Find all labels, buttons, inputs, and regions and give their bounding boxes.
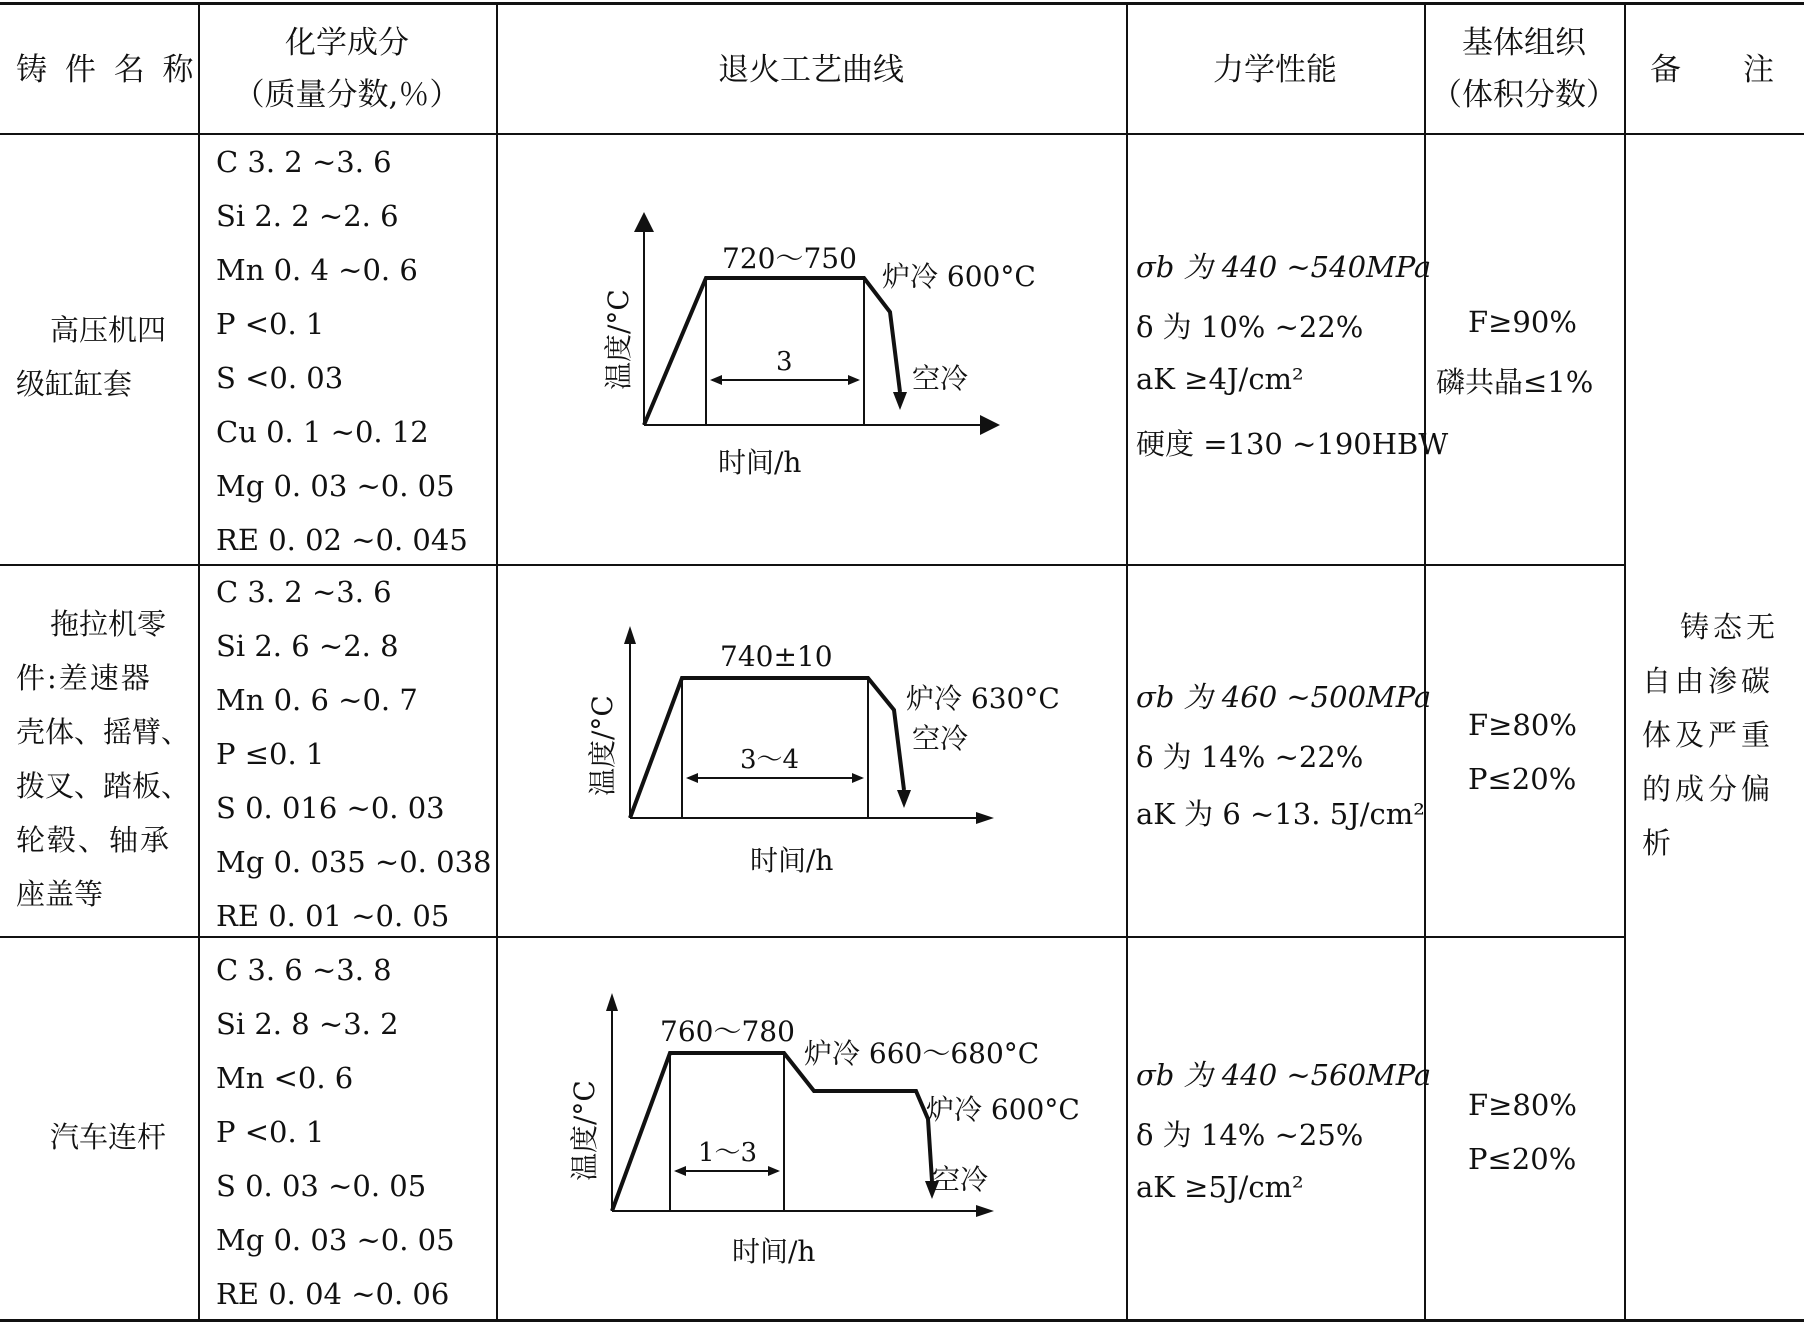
- table-top-rule: [0, 2, 1804, 5]
- matrix-line: P≤20%: [1468, 1142, 1577, 1176]
- header-mech: 力学性能: [1213, 52, 1337, 88]
- row1-name-line: 级缸缸套: [16, 367, 133, 401]
- duration-label: 1～3: [698, 1138, 758, 1168]
- matrix-line: F≥80%: [1468, 708, 1577, 742]
- remark-line: 的成分偏: [1642, 772, 1775, 806]
- duration-label: 3～4: [740, 745, 800, 775]
- duration-label: 3: [776, 347, 793, 377]
- chem-line: S 0. 016 ~0. 03: [216, 791, 445, 825]
- row1-rule: [0, 564, 1624, 566]
- table-bottom-rule: [0, 1319, 1804, 1322]
- row2-annealing-curve: [560, 620, 1060, 890]
- header-chem-2: （质量分数,％）: [233, 77, 461, 113]
- hold-temp-label: 720～750: [722, 242, 857, 275]
- mech-line: δ 为 14% ~22%: [1136, 740, 1364, 774]
- chem-line: P ≤0. 1: [216, 737, 325, 771]
- hold-temp-label: 760～780: [660, 1015, 795, 1048]
- chem-line: Cu 0. 1 ~0. 12: [216, 415, 429, 449]
- hold-temp-label: 740±10: [720, 640, 833, 673]
- cool2-label: 空冷: [912, 722, 969, 755]
- chem-line: Mn <0. 6: [216, 1061, 354, 1095]
- matrix-line: 磷共晶≤1%: [1436, 365, 1594, 399]
- chem-line: S 0. 03 ~0. 05: [216, 1169, 427, 1203]
- temperature-profile: [644, 278, 900, 425]
- cool2-label: 空冷: [912, 362, 969, 395]
- chem-line: RE 0. 04 ~0. 06: [216, 1277, 450, 1311]
- remark-line: 自由渗碳: [1642, 664, 1775, 698]
- header-remark: 备 注: [1650, 52, 1774, 88]
- matrix-line: F≥90%: [1468, 305, 1577, 339]
- matrix-line: F≥80%: [1468, 1088, 1577, 1122]
- row1-name-line: 高压机四: [50, 313, 167, 347]
- cool2-label: 空冷: [932, 1163, 989, 1196]
- remark-line: 铸态无: [1680, 610, 1780, 644]
- mech-line: σb 为 460 ~500MPa: [1136, 680, 1432, 714]
- x-axis-label: 时间/h: [732, 1235, 816, 1268]
- chem-line: P <0. 1: [216, 307, 325, 341]
- y-axis-label: 温度/°C: [586, 695, 619, 796]
- cool-mid-label: 炉冷 600°C: [926, 1093, 1080, 1126]
- col-rule-4: [1424, 2, 1426, 1322]
- mech-line: 硬度 =130 ~190HBW: [1136, 427, 1449, 461]
- y-axis-label: 温度/°C: [602, 289, 635, 390]
- chem-line: Si 2. 6 ~2. 8: [216, 629, 399, 663]
- y-axis-label: 温度/°C: [568, 1080, 601, 1181]
- chem-line: C 3. 2 ~3. 6: [216, 575, 392, 609]
- x-axis-label: 时间/h: [750, 844, 834, 877]
- mech-line: δ 为 14% ~25%: [1136, 1118, 1364, 1152]
- chem-line: Mn 0. 6 ~0. 7: [216, 683, 418, 717]
- chem-line: S <0. 03: [216, 361, 344, 395]
- mech-line: σb 为 440 ~540MPa: [1136, 250, 1432, 284]
- row2-rule: [0, 936, 1624, 938]
- row2-name-line: 轮毂、轴承: [16, 823, 172, 857]
- row2-name-line: 拨叉、踏板、: [16, 769, 191, 803]
- row1-annealing-curve: [580, 210, 1036, 500]
- col-rule-2: [496, 2, 498, 1322]
- chem-line: Mg 0. 035 ~0. 038: [216, 845, 492, 879]
- chem-line: Mg 0. 03 ~0. 05: [216, 1223, 455, 1257]
- row2-name-line: 件:差速器: [16, 661, 152, 695]
- mech-line: aK 为 6 ~13. 5J/cm²: [1136, 797, 1425, 831]
- header-matrix-1: 基体组织: [1462, 25, 1586, 61]
- cool1-label: 炉冷 660～680°C: [804, 1037, 1040, 1070]
- row3-annealing-curve: [540, 985, 1080, 1275]
- header-matrix-2: （体积分数）: [1431, 77, 1617, 113]
- chem-line: Si 2. 2 ~2. 6: [216, 199, 399, 233]
- header-chem-1: 化学成分: [285, 25, 409, 61]
- mech-line: aK ≥4J/cm²: [1136, 362, 1304, 396]
- header-name: 铸 件 名 称: [16, 52, 198, 88]
- header-rule: [0, 133, 1804, 135]
- col-rule-3: [1126, 2, 1128, 1322]
- remark-line: 析: [1642, 826, 1672, 860]
- chem-line: C 3. 2 ~3. 6: [216, 145, 392, 179]
- chem-line: RE 0. 01 ~0. 05: [216, 899, 450, 933]
- mech-line: δ 为 10% ~22%: [1136, 310, 1364, 344]
- chem-line: Mg 0. 03 ~0. 05: [216, 469, 455, 503]
- col-rule-5: [1624, 2, 1626, 1322]
- cool1-label: 炉冷 600°C: [882, 260, 1036, 293]
- row3-name-line: 汽车连杆: [50, 1120, 167, 1154]
- remark-line: 体及严重: [1642, 718, 1775, 752]
- chem-line: Si 2. 8 ~3. 2: [216, 1007, 399, 1041]
- col-rule-1: [198, 2, 200, 1322]
- chem-line: Mn 0. 4 ~0. 6: [216, 253, 418, 287]
- header-curve: 退火工艺曲线: [718, 52, 904, 88]
- temperature-profile: [612, 1053, 932, 1211]
- chem-line: P <0. 1: [216, 1115, 325, 1149]
- row2-name-line: 拖拉机零: [50, 607, 167, 641]
- chem-line: C 3. 6 ~3. 8: [216, 953, 392, 987]
- mech-line: σb 为 440 ~560MPa: [1136, 1058, 1432, 1092]
- row2-name-line: 座盖等: [16, 877, 104, 911]
- x-axis-label: 时间/h: [718, 446, 802, 479]
- chem-line: RE 0. 02 ~0. 045: [216, 523, 468, 557]
- cool1-label: 炉冷 630°C: [906, 682, 1060, 715]
- row2-name-line: 壳体、摇臂、: [16, 715, 191, 749]
- mech-line: aK ≥5J/cm²: [1136, 1170, 1304, 1204]
- matrix-line: P≤20%: [1468, 762, 1577, 796]
